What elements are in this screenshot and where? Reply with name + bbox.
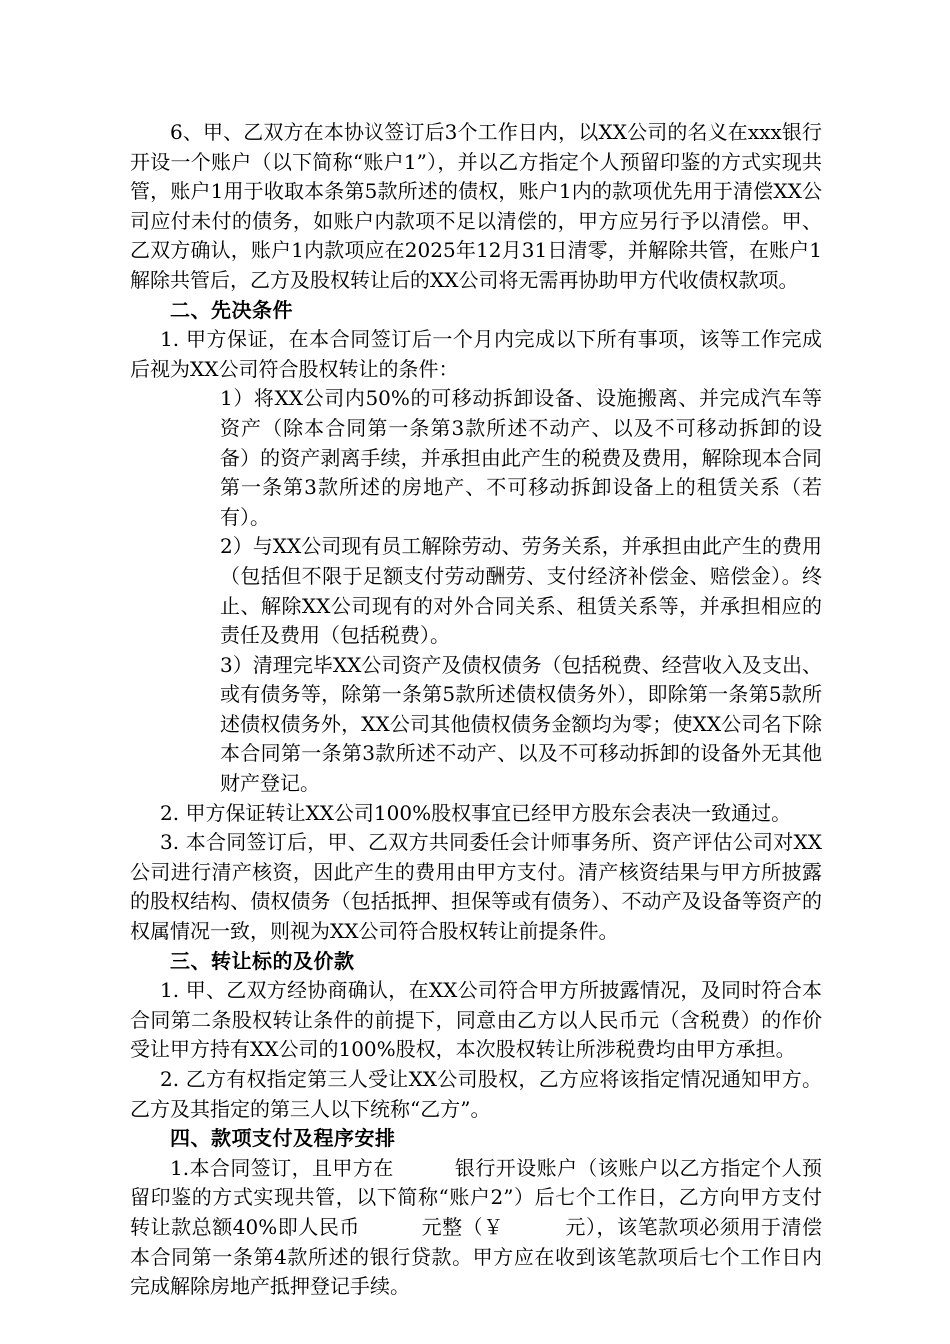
- clause-2-2: 2. 甲方保证转让XX公司100%股权事宜已经甲方股东会表决一致通过。: [160, 800, 792, 825]
- contract-page: [130, 118, 822, 1302]
- clause-3-1: 1. 甲、乙双方经协商确认，在XX公司符合甲方所披露情况，及同时符合本合同第二条股权转让条件的前提下，同意由乙方以人民币元（含税费）的作价受让甲方持有XX公司的100%股权，本次股权转让所涉税费均由甲方承担。: [130, 978, 822, 1062]
- clause-2-1-item-3: 3）清理完毕XX公司资产及债权债务（包括税费、经营收入及支出、或有债务等，除第一条第5款所述债权债务外），即除第一条第5款所述债权债务外，XX公司其他债权债务金额均为零；使XX公司名下除本合同第一条第3款所述不动产、以及不可移动拆卸的设备外无其他财产登记。: [220, 652, 822, 796]
- clause-2-1-item-1: 1）将XX公司内50%的可移动拆卸设备、设施搬离、并完成汽车等资产（除本合同第一条第3款所述不动产、以及不可移动拆卸的设备）的资产剥离手续，并承担由此产生的税费及费用，解除现本合同第一条第3款所述的房地产、不可移动拆卸设备上的租赁关系（若有）。: [220, 386, 822, 529]
- section-heading-4: 四、款项支付及程序安排: [170, 1126, 396, 1151]
- clause-1-6: 6、甲、乙双方在本协议签订后3个工作日内，以XX公司的名义在xxx银行开设一个账户（以下简称“账户1”），并以乙方指定个人预留印鉴的方式实现共管，账户1用于收取本条第5款所述的债权，账户1内的款项优先用于清偿XX公司应付未付的债务，如账户内款项不足以清偿的，甲方应另行予以清偿。甲、乙双方确认，账户1内款项应在2025年12月31日清零，并解除共管，在账户1解除共管后，乙方及股权转让后的XX公司将无需再协助甲方代收债权款项。: [130, 120, 822, 292]
- clause-4-1: 1.本合同签订，且甲方在 银行开设账户（该账户以乙方指定个人预留印鉴的方式实现共管，以下简称“账户2”）后七个工作日，乙方向甲方支付转让款总额40%即人民币 元整（￥ 元），该笔款项必须用于清偿本合同第一条第4款所述的银行贷款。甲方应在收到该笔款项后七个工作日内完成解除房地产抵押登记手续。: [130, 1155, 822, 1299]
- section-heading-2: 二、先决条件: [170, 297, 293, 322]
- clause-2-1-item-2: 2）与XX公司现有员工解除劳动、劳务关系，并承担由此产生的费用（包括但不限于足额支付劳动酬劳、支付经济补偿金、赔偿金）。终止、解除XX公司现有的对外合同关系、租赁关系等，并承担相应的责任及费用（包括税费）。: [220, 534, 822, 648]
- section-heading-3: 三、转让标的及价款: [170, 948, 355, 973]
- clause-2-3: 3. 本合同签订后，甲、乙双方共同委任会计师事务所、资产评估公司对XX公司进行清产核资，因此产生的费用由甲方支付。清产核资结果与甲方所披露的股权结构、债权债务（包括抵押、担保等或有债务）、不动产及设备等资产的权属情况一致，则视为XX公司符合股权转让前提条件。: [130, 830, 822, 944]
- clause-3-2: 2. 乙方有权指定第三人受让XX公司股权，乙方应将该指定情况通知甲方。乙方及其指定的第三人以下统称“乙方”。: [130, 1067, 822, 1121]
- clause-2-1: 1. 甲方保证，在本合同签订后一个月内完成以下所有事项，该等工作完成后视为XX公司符合股权转让的条件：: [130, 327, 822, 381]
